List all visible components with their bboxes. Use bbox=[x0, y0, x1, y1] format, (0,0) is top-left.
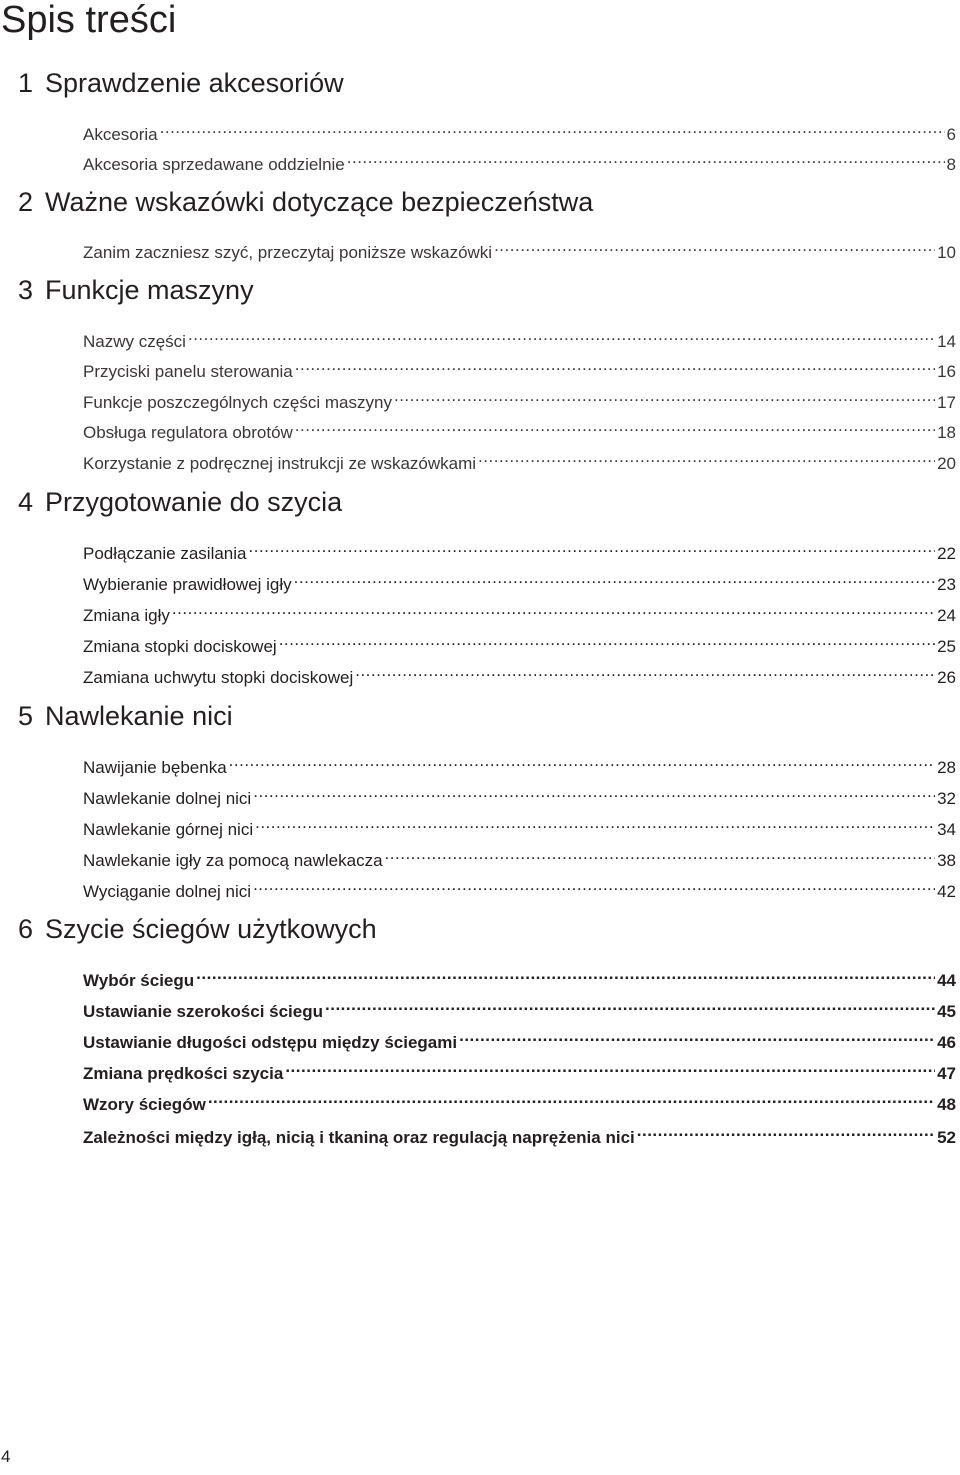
toc-entry-title: Obsługa regulatora obrotów bbox=[83, 423, 293, 442]
toc-entry-podreczna-instrukcja[interactable] bbox=[83, 445, 956, 473]
chapter-heading-2[interactable] bbox=[18, 187, 593, 217]
chapter-heading-1[interactable] bbox=[18, 68, 344, 98]
toc-entry-title: Nawlekanie dolnej nici bbox=[83, 789, 252, 808]
chapter-title: Przygotowanie do szycia bbox=[45, 487, 343, 517]
dot-leader bbox=[478, 445, 935, 469]
dot-leader bbox=[385, 842, 936, 866]
dot-leader bbox=[294, 566, 935, 590]
toc-entry-page: 22 bbox=[937, 544, 956, 563]
dot-leader bbox=[208, 1086, 935, 1110]
toc-entry-title: Zmiana stopki dociskowej bbox=[83, 637, 277, 656]
toc-entry-page: 8 bbox=[946, 155, 956, 174]
toc-entry-page: 20 bbox=[937, 454, 956, 473]
toc-entry-title: Zmiana prędkości szycia bbox=[83, 1064, 284, 1083]
toc-entry-regulator-obrotow[interactable] bbox=[83, 414, 956, 442]
dot-leader bbox=[249, 535, 936, 559]
dot-leader bbox=[295, 414, 935, 438]
toc-entry-page: 18 bbox=[937, 423, 956, 442]
toc-entry-zmiana-igly[interactable] bbox=[83, 597, 956, 625]
chapter-title: Nawlekanie nici bbox=[45, 701, 233, 731]
dot-leader bbox=[285, 1055, 935, 1079]
dot-leader bbox=[188, 323, 935, 347]
chapter-title: Ważne wskazówki dotyczące bezpieczeństwa bbox=[45, 187, 594, 217]
toc-entry-page: 28 bbox=[937, 758, 956, 777]
toc-entry-page: 26 bbox=[937, 668, 956, 687]
toc-entry-wyciaganie-nici[interactable] bbox=[83, 873, 956, 901]
toc-entry-title: Przyciski panelu sterowania bbox=[83, 362, 293, 381]
toc-entry-title: Zmiana igły bbox=[83, 606, 170, 625]
toc-entry-title: Akcesoria bbox=[83, 125, 158, 144]
chapter-heading-6[interactable] bbox=[18, 914, 377, 944]
toc-entry-page: 44 bbox=[937, 971, 956, 990]
toc-entry-page: 16 bbox=[937, 362, 956, 381]
toc-entry-title: Wybieranie prawidłowej igły bbox=[83, 575, 292, 594]
toc-entry-title: Akcesoria sprzedawane oddzielnie bbox=[83, 155, 345, 174]
dot-leader bbox=[229, 749, 935, 773]
toc-entry-nawlekacz[interactable] bbox=[83, 842, 956, 870]
toc-entry-title: Nawijanie bębenka bbox=[83, 758, 227, 777]
dot-leader bbox=[325, 993, 935, 1017]
chapter-number: 3 bbox=[18, 275, 34, 305]
chapter-heading-4[interactable] bbox=[18, 487, 342, 517]
dot-leader bbox=[459, 1024, 935, 1048]
toc-entry-title: Nazwy części bbox=[83, 332, 186, 351]
dot-leader bbox=[196, 962, 935, 986]
toc-entry-wybieranie-igly[interactable] bbox=[83, 566, 956, 594]
toc-entry-predkosc-szycia[interactable] bbox=[83, 1055, 956, 1083]
dot-leader bbox=[253, 873, 935, 897]
toc-entry-akcesoria-sprzedawane[interactable] bbox=[83, 146, 956, 174]
toc-entry-nawijanie-bebenka[interactable] bbox=[83, 749, 956, 777]
toc-entry-page: 46 bbox=[937, 1033, 956, 1052]
dot-leader bbox=[172, 597, 935, 621]
toc-entry-page: 52 bbox=[937, 1128, 956, 1147]
toc-entry-page: 42 bbox=[937, 882, 956, 901]
chapter-number: 1 bbox=[18, 68, 34, 98]
toc-entry-page: 25 bbox=[937, 637, 956, 656]
dot-leader bbox=[637, 1119, 935, 1143]
toc-entry-page: 23 bbox=[937, 575, 956, 594]
toc-entry-title: Ustawianie szerokości ściegu bbox=[83, 1002, 323, 1021]
chapter-heading-3[interactable] bbox=[18, 275, 254, 305]
chapter-title: Funkcje maszyny bbox=[45, 275, 254, 305]
toc-entry-dolna-nic[interactable] bbox=[83, 780, 956, 808]
toc-entry-gorna-nic[interactable] bbox=[83, 811, 956, 839]
toc-entry-akcesoria[interactable] bbox=[83, 116, 956, 144]
toc-entry-nazwy-czesci[interactable] bbox=[83, 323, 956, 351]
toc-entry-title: Wybór ściegu bbox=[83, 971, 195, 990]
chapter-number: 4 bbox=[18, 487, 34, 517]
toc-entry-title: Wyciąganie dolnej nici bbox=[83, 882, 252, 901]
dot-leader bbox=[295, 353, 935, 377]
toc-entry-funkcje-czesci[interactable] bbox=[83, 384, 956, 412]
toc-entry-title: Funkcje poszczególnych części maszyny bbox=[83, 393, 392, 412]
toc-entry-przyciski-panelu[interactable] bbox=[83, 353, 956, 381]
toc-entry-title: Podłączanie zasilania bbox=[83, 544, 247, 563]
toc-entry-page: 48 bbox=[937, 1095, 956, 1114]
dot-leader bbox=[255, 811, 935, 835]
toc-entry-page: 17 bbox=[937, 393, 956, 412]
toc-entry-title: Korzystanie z podręcznej instrukcji ze wskazówkami bbox=[83, 454, 477, 473]
dot-leader bbox=[355, 659, 935, 683]
toc-entry-zanim-zaczniesz[interactable] bbox=[83, 234, 956, 262]
toc-entry-title: Nawlekanie górnej nici bbox=[83, 820, 254, 839]
page-title: Spis treści bbox=[1, 0, 177, 41]
toc-entry-wybor-sciegu[interactable] bbox=[83, 962, 956, 990]
dot-leader bbox=[347, 146, 945, 170]
toc-entry-zmiana-stopki[interactable] bbox=[83, 628, 956, 656]
toc-entry-page: 45 bbox=[937, 1002, 956, 1021]
dot-leader bbox=[494, 234, 935, 258]
toc-entry-zaleznosci-naprezenie[interactable] bbox=[83, 1119, 956, 1147]
toc-entry-title: Zamiana uchwytu stopki dociskowej bbox=[83, 668, 354, 687]
dot-leader bbox=[394, 384, 935, 408]
toc-entry-page: 14 bbox=[937, 332, 956, 351]
toc-entry-title: Zanim zaczniesz szyć, przeczytaj poniższe wskazówki bbox=[83, 243, 493, 262]
chapter-title: Szycie ściegów użytkowych bbox=[45, 914, 377, 944]
toc-entry-title: Ustawianie długości odstępu między ściegami bbox=[83, 1033, 458, 1052]
chapter-title: Sprawdzenie akcesoriów bbox=[45, 68, 344, 98]
toc-entry-szerokosc-sciegu[interactable] bbox=[83, 993, 956, 1021]
toc-entry-podlaczanie-zasilania[interactable] bbox=[83, 535, 956, 563]
dot-leader bbox=[160, 116, 945, 140]
toc-entry-page: 24 bbox=[937, 606, 956, 625]
toc-entry-page: 38 bbox=[937, 851, 956, 870]
toc-entry-page: 10 bbox=[937, 243, 956, 262]
toc-entry-wzory-sciegow[interactable] bbox=[83, 1086, 956, 1114]
toc-entry-page: 6 bbox=[946, 125, 956, 144]
toc-entry-page: 32 bbox=[937, 789, 956, 808]
toc-entry-title: Nawlekanie igły za pomocą nawlekacza bbox=[83, 851, 383, 870]
dot-leader bbox=[279, 628, 935, 652]
toc-entry-title: Zależności między igłą, nicią i tkaniną oraz regulacją naprężenia nici bbox=[83, 1128, 635, 1147]
toc-entry-page: 34 bbox=[937, 820, 956, 839]
page-number: 4 bbox=[1, 1447, 11, 1466]
chapter-number: 2 bbox=[18, 187, 34, 217]
toc-entry-uchwyt-stopki[interactable] bbox=[83, 659, 956, 687]
dot-leader bbox=[253, 780, 935, 804]
toc-entry-title: Wzory ściegów bbox=[83, 1095, 206, 1114]
chapter-number: 5 bbox=[18, 701, 34, 731]
chapter-heading-5[interactable] bbox=[18, 701, 233, 731]
chapter-number: 6 bbox=[18, 914, 34, 944]
toc-entry-page: 47 bbox=[937, 1064, 956, 1083]
toc-entry-dlugosc-odstepu[interactable] bbox=[83, 1024, 956, 1052]
